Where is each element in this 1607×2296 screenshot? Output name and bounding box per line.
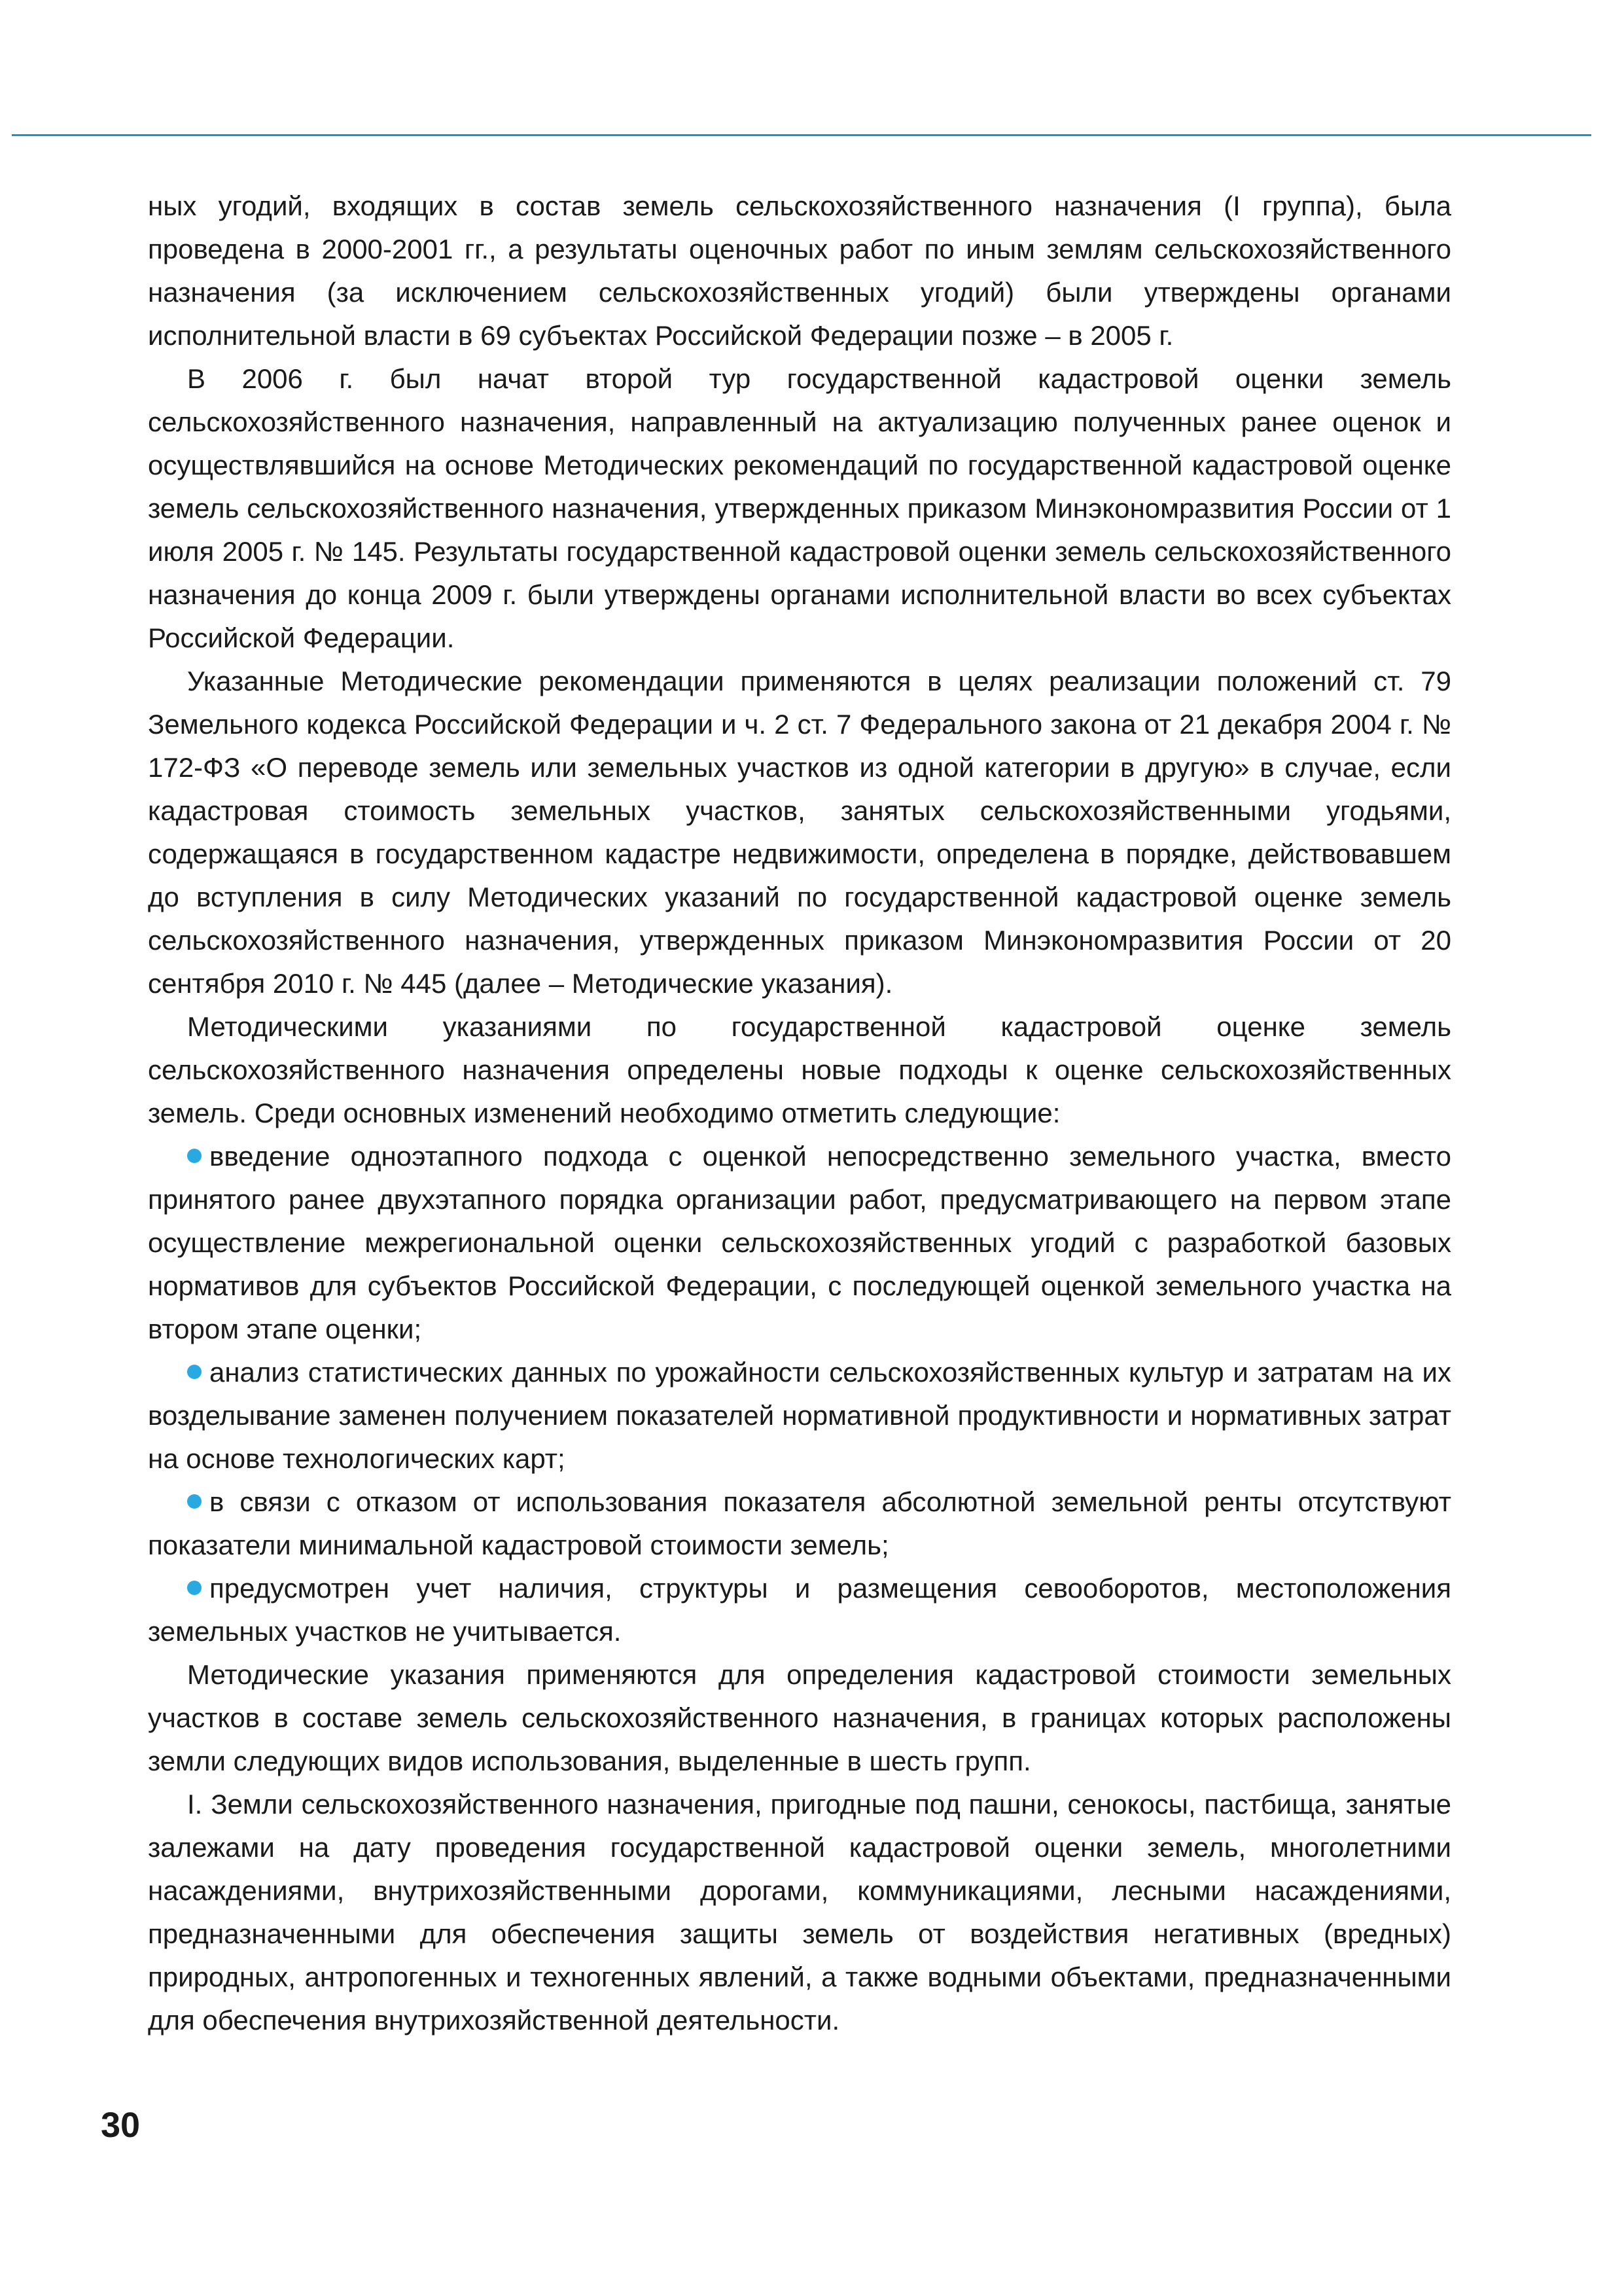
bullet-item [148, 1135, 1451, 1351]
page-number: 30 [101, 2106, 141, 2145]
bullet-text: анализ статистических данных по урожайности сельскохозяйственных культур и затратам на их возделывание заменен получением показателей нормативной продуктивности и нормативных затрат на основе технологических карт; [148, 1357, 1451, 1474]
paragraph: ных угодий, входящих в состав земель сельскохозяйственного назначения (I группа), была проведена в 2000-2001 гг., а результаты оценочных работ по иным землям сельскохозяйственного назначения (за исключением сельскохозяйственных угодий) были утверждены органами исполнительной власти в 69 субъектах Российской Федерации позже – в 2005 г. [148, 190, 1451, 351]
bullet-item [148, 1567, 1451, 1653]
header-rule [12, 134, 1591, 136]
bullet-dot-icon [187, 1581, 202, 1595]
paragraph: I. Земли сельскохозяйственного назначения, пригодные под пашни, сенокосы, пастбища, занятые залежами на дату проведения государственной кадастровой оценки земель, многолетними насаждениями, внутрихозяйственными дорогами, коммуникациями, лесными насаждениями, предназначенными для обеспечения защиты земель от воздействия негативных (вредных) природных, антропогенных и техногенных явлений, а также водными объектами, предназначенными для обеспечения внутрихозяйственной деятельности. [148, 1789, 1451, 2036]
bullet-dot-icon [187, 1494, 202, 1509]
bullet-text: введение одноэтапного подхода с оценкой непосредственно земельного участка, вместо принятого ранее двухэтапного порядка организации работ, предусматривающего на первом этапе осуществление межрегиональной оценки сельскохозяйственных угодий с разработкой базовых нормативов для субъектов Российской Федерации, с последующей оценкой земельного участка на втором этапе оценки; [148, 1141, 1451, 1344]
bullet-text: предусмотрен учет наличия, структуры и размещения севооборотов, местоположения земельных участков не учитывается. [148, 1573, 1451, 1647]
paragraph: Методические указания применяются для определения кадастровой стоимости земельных участков в составе земель сельскохозяйственного назначения, в границах которых расположены земли следующих видов использования, выделенные в шесть групп. [148, 1659, 1451, 1776]
paragraph: Указанные Методические рекомендации применяются в целях реализации положений ст. 79 Земельного кодекса Российской Федерации и ч. 2 ст. 7 Федерального закона от 21 декабря 2004 г. № 172-ФЗ «О переводе земель или земельных участков из одной категории в другую» в случае, если кадастровая стоимость земельных участков, занятых сельскохозяйственными угодьями, содержащаяся в государственном кадастре недвижимости, определена в порядке, действовавшем до вступления в силу Методических указаний по государственной кадастровой оценке земель сельскохозяйственного назначения, утвержденных приказом Минэкономразвития России от 20 сентября 2010 г. № 445 (далее – Методические указания). [148, 666, 1451, 999]
bullet-item [148, 1351, 1451, 1480]
bullet-dot-icon [187, 1365, 202, 1379]
bullet-text: в связи с отказом от использования показателя абсолютной земельной ренты отсутствуют показатели минимальной кадастровой стоимости земель; [148, 1486, 1451, 1560]
paragraph: Методическими указаниями по государственной кадастровой оценке земель сельскохозяйственного назначения определены новые подходы к оценке сельскохозяйственных земель. Среди основных изменений необходимо отметить следующие: [148, 1011, 1451, 1128]
body-text [148, 185, 1451, 2042]
bullet-dot-icon [187, 1149, 202, 1163]
bullet-item [148, 1480, 1451, 1567]
paragraph: В 2006 г. был начат второй тур государственной кадастровой оценки земель сельскохозяйственного назначения, направленный на актуализацию полученных ранее оценок и осуществлявшийся на основе Методических рекомендаций по государственной кадастровой оценке земель сельскохозяйственного назначения, утвержденных приказом Минэкономразвития России от 1 июля 2005 г. № 145. Результаты государственной кадастровой оценки земель сельскохозяйственного назначения до конца 2009 г. были утверждены органами исполнительной власти во всех субъектах Российской Федерации. [148, 363, 1451, 653]
